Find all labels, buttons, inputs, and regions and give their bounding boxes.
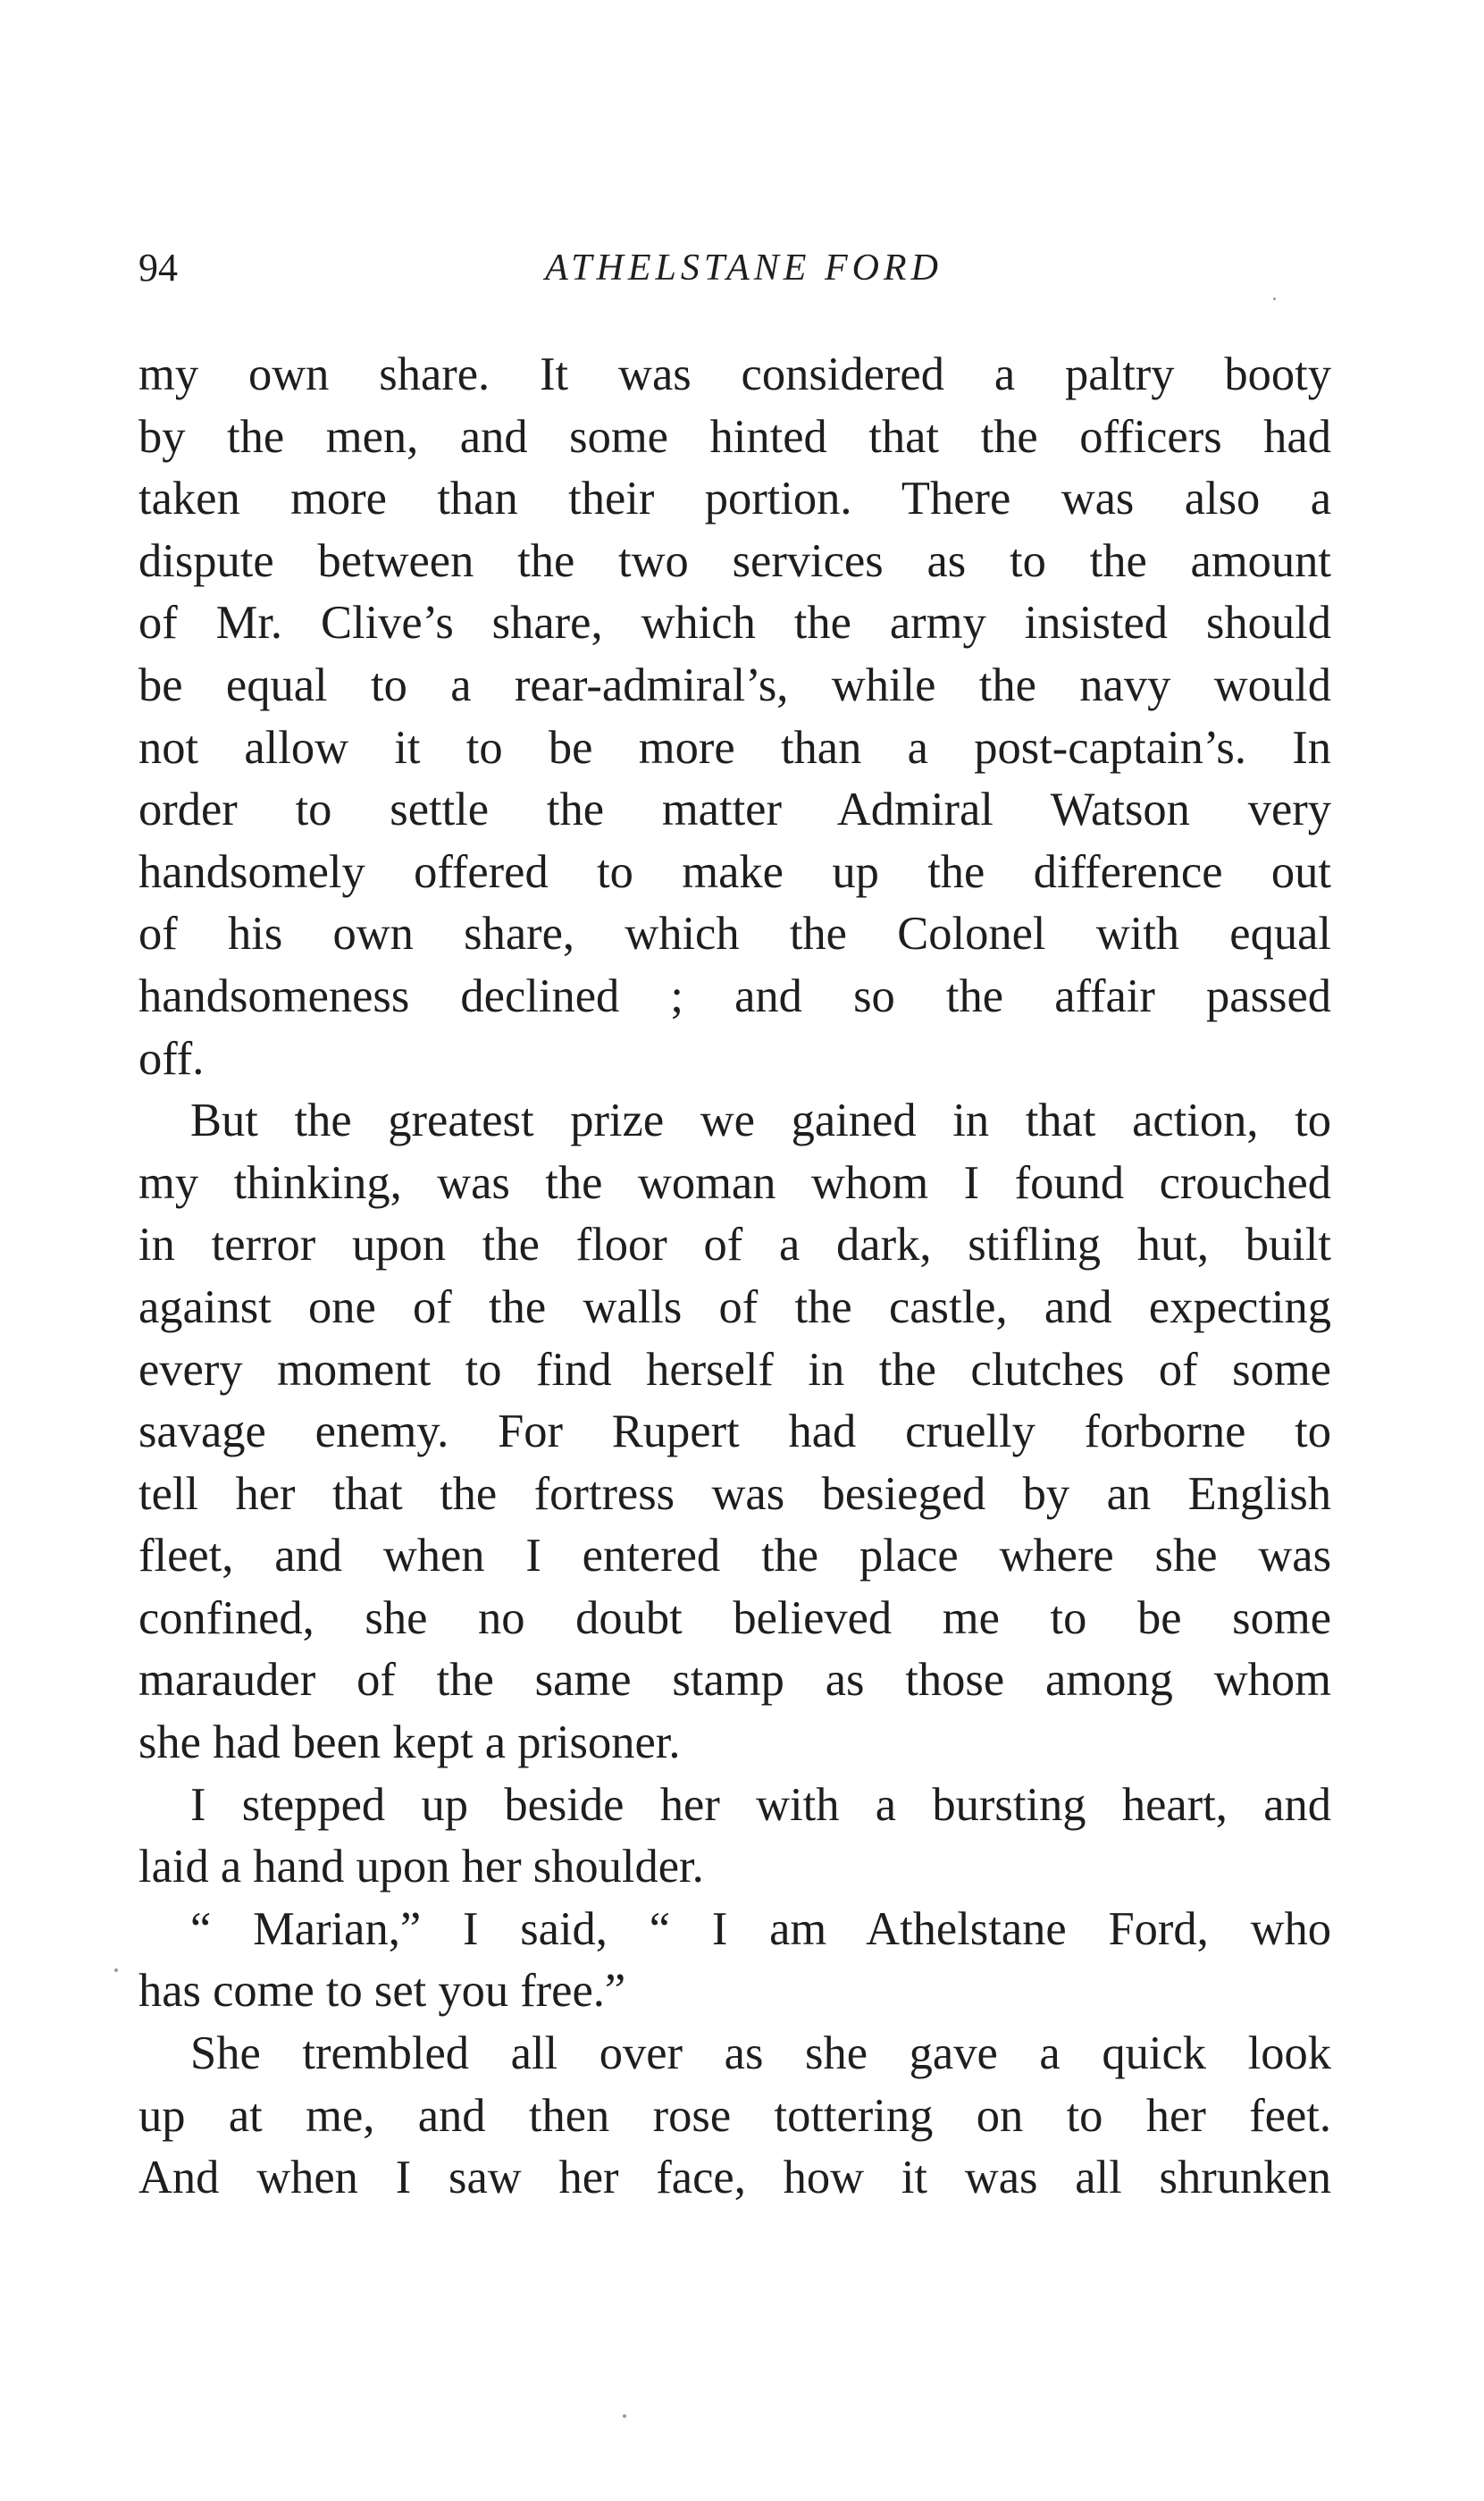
text-line: order to settle the matter Admiral Watson very — [138, 784, 1331, 836]
text-line: of his own share, which the Colonel with equal — [138, 908, 1331, 961]
page-header — [138, 241, 1331, 295]
text-line: be equal to a rear-admiral’s, while the navy would — [138, 659, 1331, 711]
text-line: in terror upon the floor of a dark, stifling hut, built — [138, 1219, 1331, 1271]
scan-speck — [1273, 298, 1276, 300]
running-title: ATHELSTANE FORD — [545, 248, 943, 289]
text-line: tell her that the fortress was besieged by an English — [138, 1467, 1331, 1520]
text-line: has come to set you free.” — [138, 1965, 626, 2018]
text-line: handsomeness declined ; and so the affair passed — [138, 969, 1331, 1022]
text-line: by the men, and some hinted that the officers had — [138, 410, 1331, 463]
text-line: fleet, and when I entered the place where she was — [138, 1530, 1331, 1582]
text-line: taken more than their portion. There was also a — [138, 473, 1331, 525]
text-line: dispute between the two services as to the amount — [138, 534, 1331, 587]
text-line: But the greatest prize we gained in that action, to — [190, 1095, 1331, 1147]
text-line: savage enemy. For Rupert had cruelly forborne to — [138, 1406, 1331, 1458]
text-line: not allow it to be more than a post-captain’s. In — [138, 721, 1331, 774]
text-line: of Mr. Clive’s share, which the army insisted should — [138, 597, 1331, 650]
text-line: I stepped up beside her with a bursting heart, and — [190, 1778, 1331, 1831]
text-line: she had been kept a prisoner. — [138, 1716, 681, 1769]
text-line: laid a hand upon her shoulder. — [138, 1841, 704, 1893]
text-line: against one of the walls of the castle, and expecting — [138, 1280, 1331, 1333]
text-line: marauder of the same stamp as those among whom — [138, 1654, 1331, 1707]
text-line: every moment to find herself in the clutches of some — [138, 1343, 1331, 1396]
body-text — [138, 344, 1331, 2210]
text-line: up at me, and then rose tottering on to her feet. — [138, 2089, 1331, 2142]
text-line: She trembled all over as she gave a quick look — [190, 2027, 1331, 2080]
scan-speck — [114, 1968, 118, 1972]
text-line: handsomely offered to make up the difference out — [138, 845, 1331, 898]
text-line: off. — [138, 1032, 205, 1085]
text-line: my own share. It was considered a paltry booty — [138, 348, 1331, 400]
scan-speck — [623, 2414, 626, 2418]
text-line: my thinking, was the woman whom I found crouched — [138, 1156, 1331, 1209]
text-line: confined, she no doubt believed me to be some — [138, 1591, 1331, 1644]
text-line: “ Marian,” I said, “ I am Athelstane Ford, who — [190, 1902, 1331, 1955]
page-number: 94 — [138, 246, 178, 290]
text-line: And when I saw her face, how it was all shrunken — [138, 2152, 1331, 2204]
